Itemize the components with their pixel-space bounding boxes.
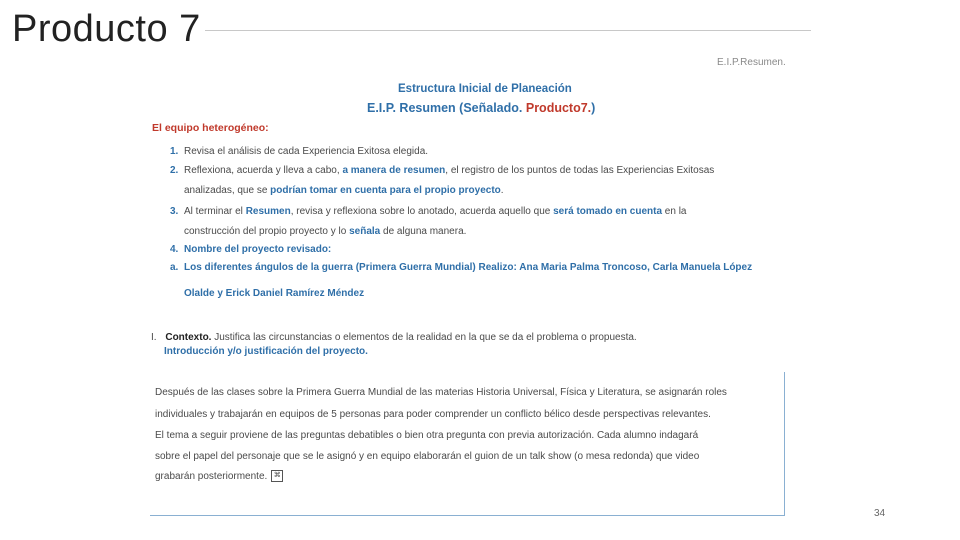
context-text-box	[150, 372, 785, 516]
page-number: 34	[874, 508, 886, 519]
team-heading: El equipo heterogéneo:	[152, 122, 269, 134]
project-name-line: Los diferentes ángulos de la guerra (Primera Guerra Mundial) Realizo: Ana Maria Palma Troncoso, Carla Manuela López	[184, 262, 753, 273]
slide-title: Producto 7	[12, 8, 201, 50]
section-number: I.	[151, 332, 157, 343]
document-subtitle: E.I.P. Resumen (Señalado. Producto7.)	[367, 101, 596, 115]
document-title: Estructura Inicial de Planeación	[398, 83, 572, 95]
context-line: El tema a seguir proviene de las preguntas debatibles o bien otra pregunta con previa autorización. Cada alumno indagará	[155, 430, 699, 441]
context-line: grabarán posteriormente. ⌘	[155, 467, 283, 487]
list-number: 3.	[170, 206, 179, 217]
project-name-line: Olalde y Erick Daniel Ramírez Méndez	[184, 288, 365, 299]
list-number: a.	[170, 262, 179, 273]
context-line: sobre el papel del personaje que se le asignó y en equipo elaborarán el guion de un talk show (o mesa redonda) que video	[155, 451, 700, 462]
subtitle-highlight: Producto7.	[525, 101, 592, 115]
paste-options-icon: ⌘	[271, 470, 283, 482]
list-item-line: analizadas, que se podrían tomar en cuenta para el propio proyecto.	[184, 185, 504, 196]
document-header-label: E.I.P.Resumen.	[717, 57, 786, 68]
section-label: Contexto.	[165, 332, 212, 343]
list-number: 1.	[170, 146, 179, 157]
list-number: 4.	[170, 244, 179, 255]
context-line: individuales y trabajarán en equipos de 5 personas para poder comprender un conflicto bélico desde perspectivas relevantes.	[155, 409, 711, 420]
title-divider	[205, 30, 811, 31]
list-number: 2.	[170, 165, 179, 176]
project-name-label: Nombre del proyecto revisado:	[184, 244, 332, 255]
list-item: Revisa el análisis de cada Experiencia Exitosa elegida.	[184, 146, 429, 157]
context-line: Después de las clases sobre la Primera Guerra Mundial de las materias Historia Universal, Física y Literatura, se asignarán roles	[155, 387, 727, 398]
context-section: I. Contexto. Justifica las circunstancias o elementos de la realidad en la que se da el problema o propuesta. Introducción y/o justificación del proyecto.	[151, 332, 637, 357]
section-subtitle: Introducción y/o justificación del proyecto.	[164, 346, 368, 357]
list-item-line: construcción del propio proyecto y lo señala de alguna manera.	[184, 226, 467, 237]
list-item-line: Al terminar el Resumen, revisa y reflexiona sobre lo anotado, acuerda aquello que será tomado en cuenta en la	[184, 206, 687, 217]
list-item-line: Reflexiona, acuerda y lleva a cabo, a manera de resumen, el registro de los puntos de todas las Experiencias Exitosas	[184, 165, 715, 176]
